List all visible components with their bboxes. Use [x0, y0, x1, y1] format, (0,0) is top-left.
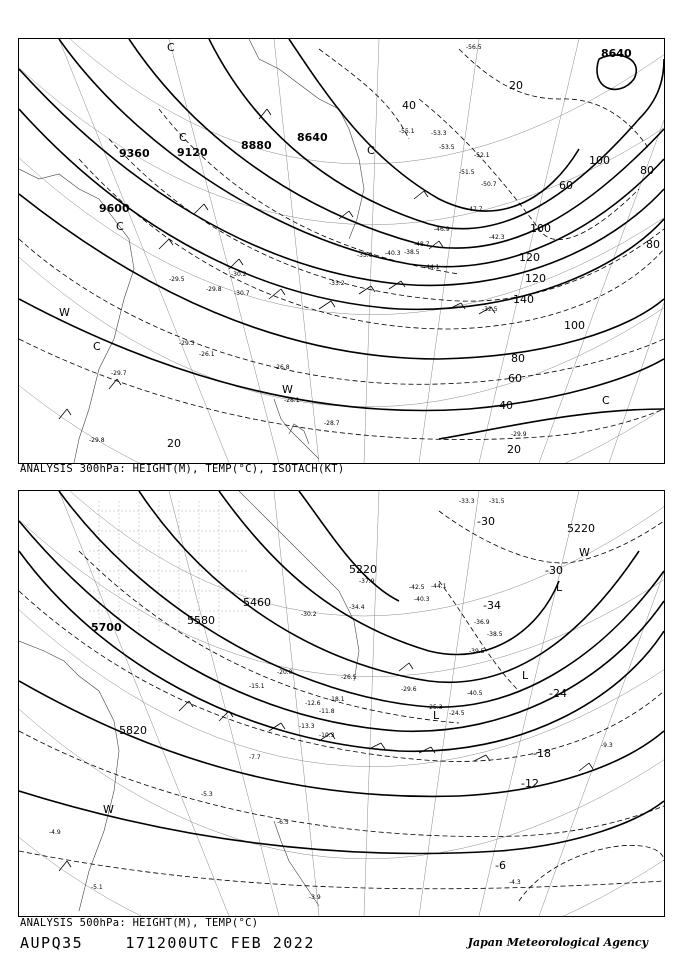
isotherm-label: -6: [495, 859, 506, 872]
temperature-label: -39.5: [469, 648, 485, 655]
temperature-label: -33.3: [459, 498, 475, 505]
temperature-label: -30.7: [234, 290, 250, 297]
temperature-label: -44.1: [431, 583, 447, 590]
isotach-label: 20: [167, 437, 181, 450]
isotherm-label: -30: [477, 515, 495, 528]
temperature-label: -4.3: [509, 879, 521, 886]
temperature-label: -11.8: [319, 708, 335, 715]
temperature-label: -30.2: [301, 611, 317, 618]
temperature-label: -3.9: [309, 894, 321, 901]
isotherm-label: -30: [545, 564, 563, 577]
isotach-label: 100: [530, 222, 551, 235]
valid-time: 171200UTC FEB 2022: [125, 934, 315, 952]
center-label: C: [179, 131, 187, 144]
center-label: C: [602, 394, 610, 407]
center-label: L: [433, 709, 440, 722]
graticule: [19, 39, 664, 463]
chart-identifier: [20, 934, 315, 952]
temperature-label: -44.1: [424, 264, 440, 271]
isotach-label: 20: [507, 443, 521, 456]
isotach-label: 140: [513, 293, 534, 306]
center-label: L: [556, 581, 563, 594]
temperature-label: -56.5: [466, 44, 482, 51]
temperature-label: -5.3: [201, 791, 213, 798]
center-label: C: [367, 144, 375, 157]
temperature-label: -47.7: [467, 206, 483, 213]
temperature-label: -28.1: [284, 397, 300, 404]
temperature-label: -26.8: [274, 364, 290, 371]
temperature-label: -29.8: [89, 437, 105, 444]
temperature-label: -53.5: [439, 144, 455, 151]
height-label: 5700: [91, 621, 122, 634]
center-label: L: [522, 669, 529, 682]
caption-500hpa: ANALYSIS 500hPa: HEIGHT(M), TEMP(°C): [20, 917, 259, 929]
temperature-label: -35.9: [357, 252, 373, 259]
temperature-label: -33.2: [329, 280, 345, 287]
temperature-label: -40.3: [414, 596, 430, 603]
temperature-label: -50.7: [481, 181, 497, 188]
shaded-area: [89, 501, 249, 631]
height-contours: [19, 491, 664, 854]
center-label: W: [579, 546, 590, 559]
height-label: 8640: [297, 131, 328, 144]
temperature-label: -40.5: [467, 690, 483, 697]
isotherm-label: -34: [483, 599, 501, 612]
chart-500hpa: [18, 490, 665, 917]
chart-300hpa: [18, 38, 665, 464]
temperature-label: -38.5: [487, 631, 503, 638]
temperature-label: -34.4: [349, 604, 365, 611]
height-label: 9600: [99, 202, 130, 215]
temperature-label: -31.5: [489, 498, 505, 505]
isotach-label: 100: [589, 154, 610, 167]
temperature-label: -26.1: [199, 351, 215, 358]
isotach-label: 60: [559, 179, 573, 192]
center-label: W: [59, 306, 70, 319]
temperature-label: -29.8: [206, 286, 222, 293]
center-label: C: [167, 41, 175, 54]
temperature-label: -26.5: [341, 674, 357, 681]
temperature-values: [49, 498, 613, 901]
temperature-values: [89, 44, 527, 444]
isotach-label: 80: [511, 352, 525, 365]
height-label: 9360: [119, 147, 150, 160]
temperature-label: -51.5: [459, 169, 475, 176]
temperature-label: -36.9: [474, 619, 490, 626]
temperature-label: -6.5: [277, 819, 289, 826]
height-label: 8880: [241, 139, 272, 152]
agency-name: Japan Meteorological Agency: [467, 936, 648, 949]
temperature-label: -30.2: [231, 271, 247, 278]
temperature-label: -20.0: [277, 669, 293, 676]
temperature-label: -25.3: [427, 704, 443, 711]
temperature-label: -46.9: [434, 226, 450, 233]
center-label: C: [93, 340, 101, 353]
isotach-label: 60: [508, 372, 522, 385]
temperature-label: -13.3: [299, 723, 315, 730]
temperature-label: -15.1: [249, 683, 265, 690]
temperature-label: -10.3: [319, 732, 335, 739]
center-label: W: [103, 803, 114, 816]
temperature-label: -7.7: [249, 754, 261, 761]
isotach-label: 120: [519, 251, 540, 264]
temperature-label: -24.5: [449, 710, 465, 717]
height-label: 9120: [177, 146, 208, 159]
temperature-label: -4.9: [49, 829, 61, 836]
temperature-label: -29.7: [111, 370, 127, 377]
temperature-label: -42.5: [409, 584, 425, 591]
temperature-label: -48.7: [414, 241, 430, 248]
temperature-label: -52.1: [474, 152, 490, 159]
height-label: 5580: [187, 614, 215, 627]
isotach-label: 80: [640, 164, 654, 177]
temperature-label: -9.3: [601, 742, 613, 749]
temperature-label: -5.1: [91, 884, 103, 891]
temperature-label: -29.5: [169, 276, 185, 283]
map-300hpa: [19, 39, 664, 463]
temperature-label: -40.3: [385, 250, 401, 257]
temperature-label: -42.3: [489, 234, 505, 241]
temperature-label: -18.1: [329, 696, 345, 703]
height-label: 5220: [567, 522, 595, 535]
isotherm-label: -18: [533, 747, 551, 760]
center-label: W: [282, 383, 293, 396]
height-label: 5220: [349, 563, 377, 576]
height-label: 5820: [119, 724, 147, 737]
height-label: 8640: [601, 47, 632, 60]
isotherm-label: -24: [549, 687, 567, 700]
height-label: 5460: [243, 596, 271, 609]
temperature-label: -37.9: [359, 578, 375, 585]
temperature-label: -55.1: [399, 128, 415, 135]
center-label: C: [116, 220, 124, 233]
temperature-label: -12.6: [305, 700, 321, 707]
temperature-label: -38.5: [404, 249, 420, 256]
isotach-label: 20: [509, 79, 523, 92]
map-500hpa: [19, 491, 664, 916]
isotach-label: 40: [402, 99, 416, 112]
temperature-label: -32.5: [482, 306, 498, 313]
caption-300hpa: ANALYSIS 300hPa: HEIGHT(M), TEMP(°C), ISOTACH(KT): [20, 463, 345, 475]
chart-code: AUPQ35: [20, 934, 84, 952]
temperature-label: -28.7: [324, 420, 340, 427]
temperature-label: -53.3: [431, 130, 447, 137]
graticule: [19, 491, 664, 916]
isotach-label: 120: [525, 272, 546, 285]
isotherm-label: -12: [521, 777, 539, 790]
temperature-label: -29.3: [179, 340, 195, 347]
isotach-label: 80: [646, 238, 660, 251]
isotherm-contours: [19, 511, 664, 901]
isotach-label: 100: [564, 319, 585, 332]
isotach-label: 40: [499, 399, 513, 412]
temperature-label: -29.9: [511, 431, 527, 438]
temperature-label: -29.6: [401, 686, 417, 693]
